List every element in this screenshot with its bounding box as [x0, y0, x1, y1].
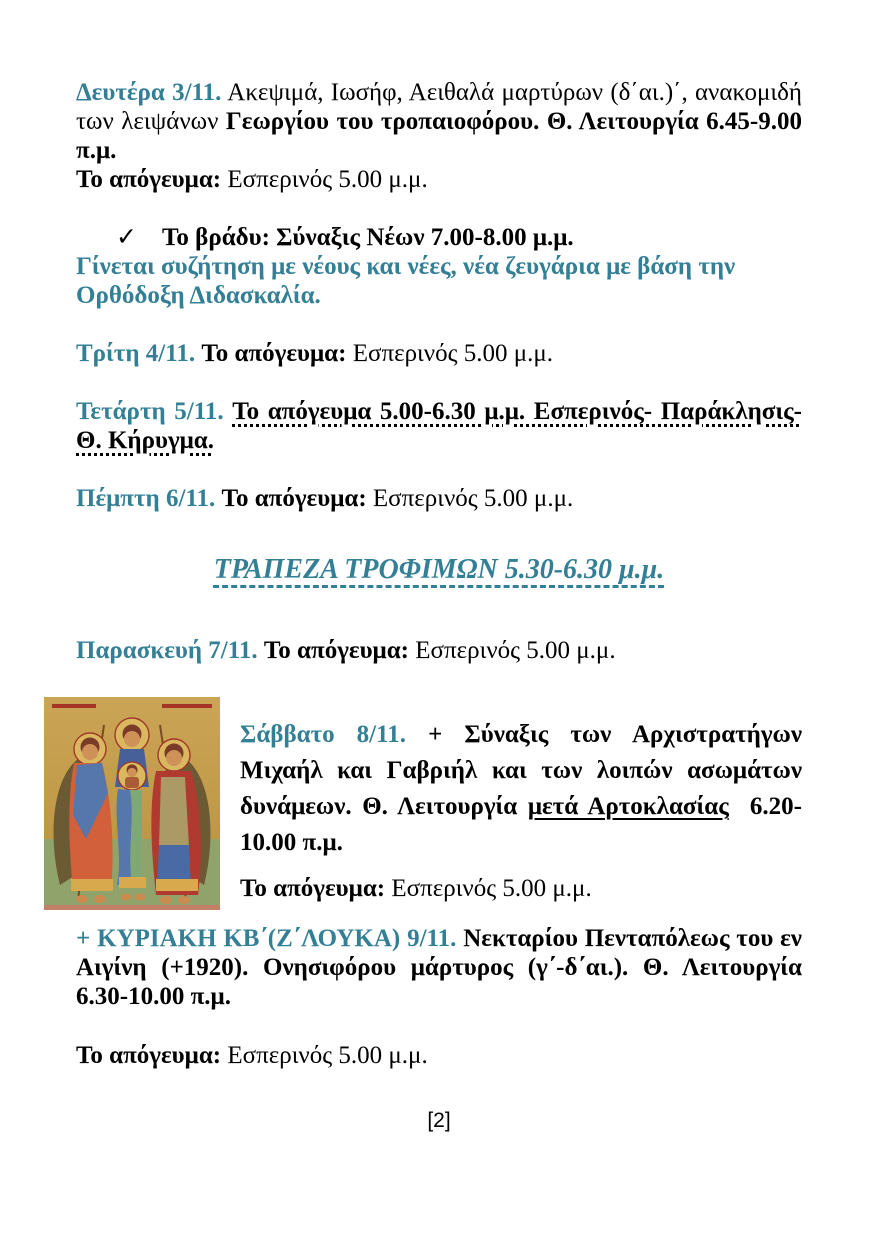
- afternoon-value: Εσπερινός 5.00 μ.μ.: [415, 637, 616, 664]
- youth-discussion-note: Γίνεται συζήτηση με νέους και νέες, νέα ζευγάρια με βάση την Ορθόδοξη Διδασκαλία.: [76, 253, 736, 309]
- entry-wednesday: [76, 397, 802, 455]
- spacer: [76, 368, 802, 397]
- page-number: [2]: [427, 1109, 451, 1132]
- afternoon-value: Εσπερινός 5.00 μ.μ.: [372, 485, 574, 512]
- afternoon-label: Το απόγευμα:: [221, 485, 367, 512]
- entry-tuesday-date: Τρίτη 4/11.: [76, 340, 196, 367]
- entry-saturday-desc-after: 6.20-10.00 π.μ.: [240, 793, 802, 856]
- food-bank-heading: [76, 548, 802, 592]
- spacer: [76, 513, 802, 542]
- saturday-section: [44, 697, 802, 910]
- entry-wednesday-underlined: Το απόγευμα 5.00-6.30 μ.μ. Εσπερινός- Παράκλησις- Θ. Κήρυγμα.: [76, 398, 802, 454]
- entry-monday: [76, 78, 802, 165]
- entry-wednesday-date: Τετάρτη 5/11.: [76, 398, 224, 425]
- entry-friday-date: Παρασκευή 7/11.: [76, 637, 258, 664]
- entry-thursday: [76, 484, 802, 513]
- spacer: [76, 455, 802, 484]
- afternoon-value: Εσπερινός 5.00 μ.μ.: [227, 1042, 428, 1069]
- monday-afternoon: [76, 165, 802, 194]
- entry-friday: [76, 636, 802, 665]
- spacer: [76, 310, 802, 339]
- entry-monday-desc-bold: Γεωργίου του τροπαιοφόρου. Θ. Λειτουργία 6.45-9.00 π.μ.: [76, 108, 802, 164]
- entry-thursday-date: Πέμπτη 6/11.: [76, 485, 216, 512]
- entry-saturday-underlined: μετά Αρτοκλασίας: [527, 793, 729, 820]
- afternoon-label: Το απόγευμα:: [76, 1042, 222, 1069]
- afternoon-label: Το απόγευμα:: [201, 340, 347, 367]
- checkmark-icon: ✓: [116, 224, 137, 251]
- entry-monday-date: Δευτέρα 3/11.: [76, 79, 222, 106]
- entry-saturday: [240, 717, 802, 861]
- entry-tuesday: [76, 339, 802, 368]
- entry-sunday-date: + ΚΥΡΙΑΚΗ ΚΒ΄(Ζ΄ΛΟΥΚΑ) 9/11.: [76, 925, 457, 952]
- monday-evening-text: Το βράδυ: Σύναξις Νέων 7.00-8.00 μ.μ.: [162, 224, 574, 251]
- afternoon-value: Εσπερινός 5.00 μ.μ.: [227, 166, 428, 193]
- entry-saturday-date: Σάββατο 8/11.: [240, 721, 406, 748]
- afternoon-label: Το απόγευμα:: [76, 166, 222, 193]
- synaxis-archangels-icon-image: [44, 697, 220, 910]
- afternoon-label: Το απόγευμα:: [263, 637, 409, 664]
- entry-saturday-desc: + Σύναξις των Αρχιστρατήγων Μιχαήλ και Γαβριήλ και των λοιπών ασωμάτων δυνάμεων. Θ. Λειτουργία: [240, 721, 803, 820]
- food-bank-heading-text: ΤΡΑΠΕΖΑ ΤΡΟΦΙΜΩΝ 5.30-6.30 μ.μ.: [213, 554, 665, 585]
- entry-monday-desc: Ακεψιμά, Ιωσήφ, Αειθαλά μαρτύρων (δ΄αι.)΄, ανακομιδή των λειψάνων: [76, 79, 802, 135]
- entry-sunday-desc: Νεκταρίου Πενταπόλεως του εν Αιγίνη (+1920). Ονησιφόρου μάρτυρος (γ΄-δ΄αι.). Θ. Λειτουργία 6.30-10.00 π.μ.: [76, 925, 802, 1010]
- monday-evening-line: [76, 223, 802, 252]
- afternoon-label: Το απόγευμα:: [240, 875, 386, 902]
- saturday-afternoon: [240, 871, 802, 907]
- afternoon-value: Εσπερινός 5.00 μ.μ.: [391, 875, 592, 902]
- sunday-afternoon: [76, 1041, 802, 1070]
- spacer: [76, 194, 802, 223]
- saturday-text-column: [220, 697, 802, 907]
- entry-sunday: [76, 924, 802, 1011]
- afternoon-value: Εσπερινός 5.00 μ.μ.: [352, 340, 554, 367]
